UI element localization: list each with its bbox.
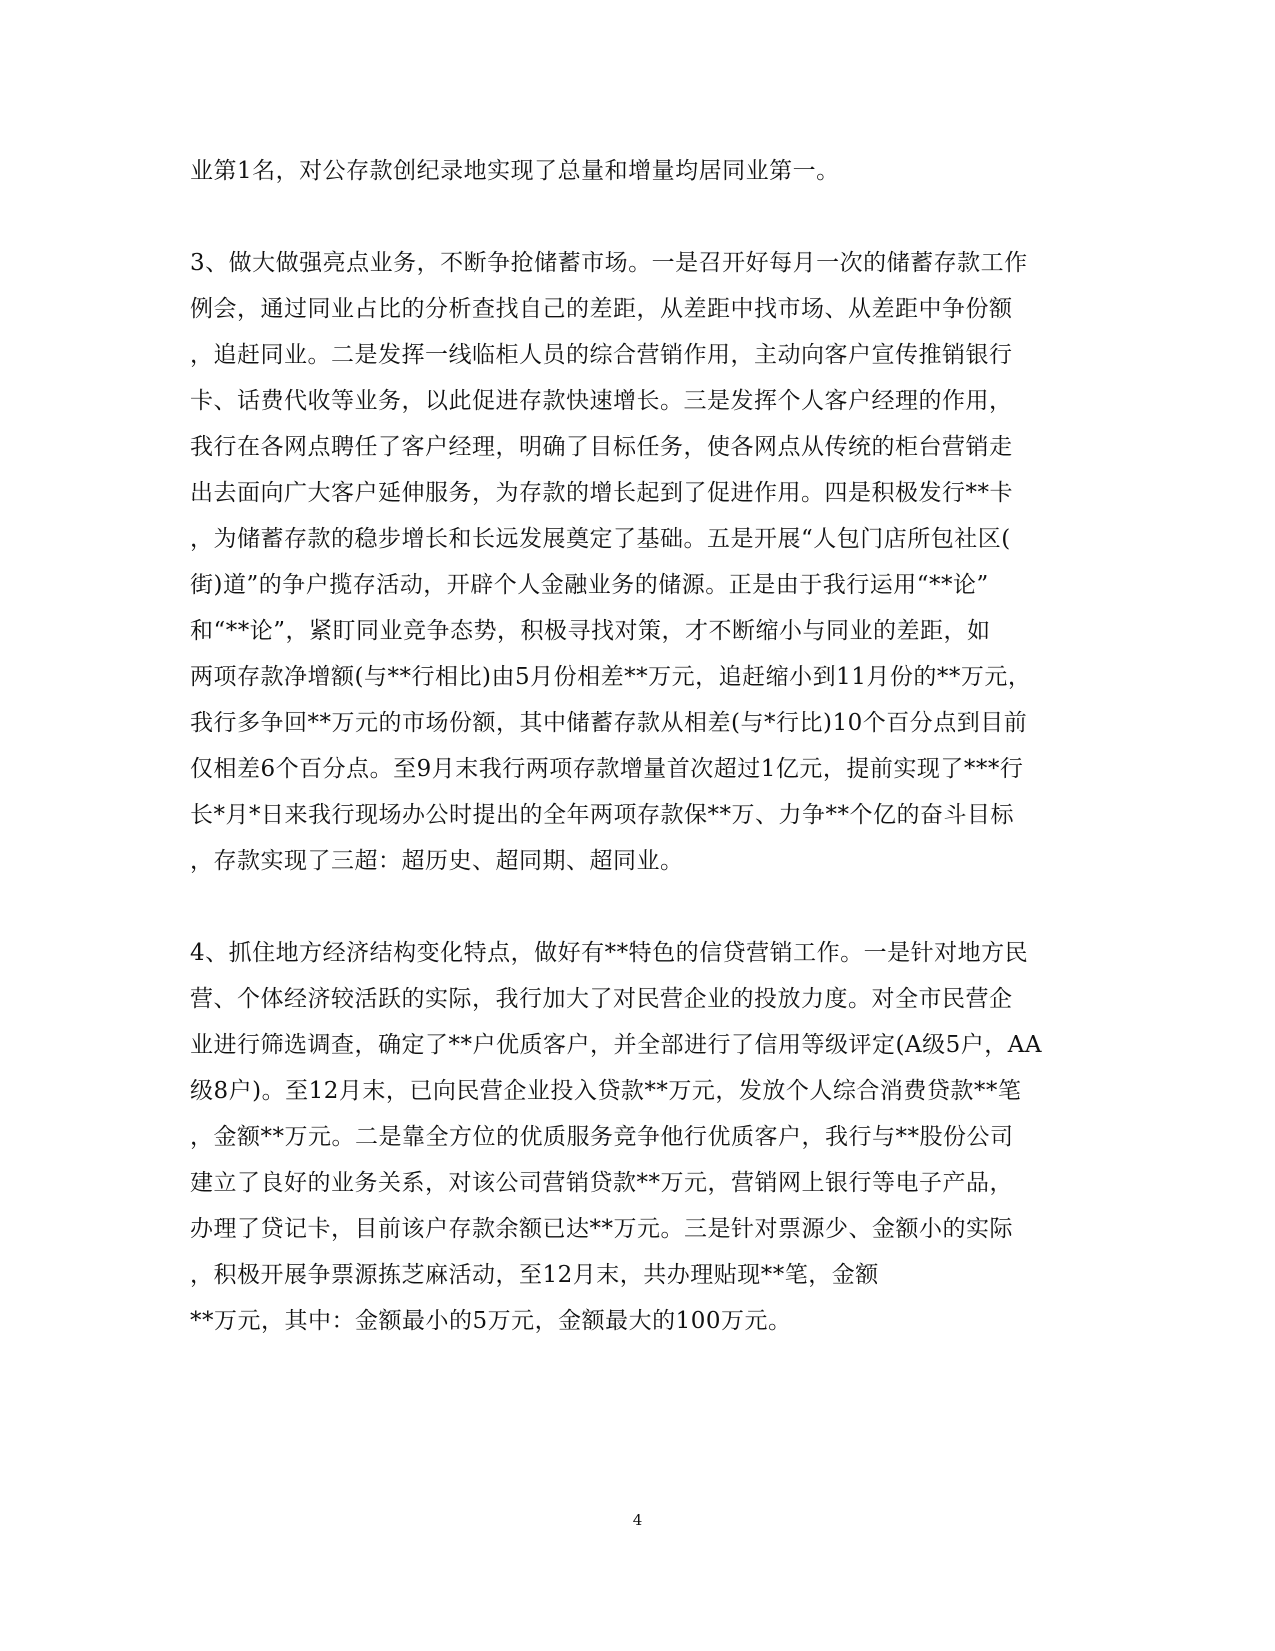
paragraph-2-line-10: 两项存款净增额(与**行相比)由5月份相差**万元，追赶缩小到11月份的**万元， [190, 664, 1032, 690]
paragraph-3-line-8: ，积极开展争票源拣芝麻活动，至12月末，共办理贴现**笔，金额 [190, 1262, 879, 1288]
paragraph-2-line-12: 仅相差6个百分点。至9月末我行两项存款增量首次超过1亿元，提前实现了***行 [190, 756, 1024, 782]
paragraph-2-line-1: 3、做大做强亮点业务，不断争抢储蓄市场。一是召开好每月一次的储蓄存款工作 [190, 250, 1028, 276]
paragraph-2-line-3: ，追赶同业。二是发挥一线临柜人员的综合营销作用，主动向客户宣传推销银行 [190, 342, 1013, 368]
paragraph-3-line-9: **万元，其中：金额最小的5万元，金额最大的100万元。 [190, 1308, 792, 1334]
paragraph-2-line-4: 卡、话费代收等业务，以此促进存款快速增长。三是发挥个人客户经理的作用， [190, 388, 1013, 414]
paragraph-2-line-9: 和“**论”，紧盯同业竞争态势，积极寻找对策，才不断缩小与同业的差距，如 [190, 618, 991, 644]
paragraph-3-line-2: 营、个体经济较活跃的实际，我行加大了对民营企业的投放力度。对全市民营企 [190, 986, 1013, 1012]
paragraph-3-line-6: 建立了良好的业务关系，对该公司营销贷款**万元，营销网上银行等电子产品， [190, 1170, 1013, 1196]
paragraph-3-line-7: 办理了贷记卡，目前该户存款余额已达**万元。三是针对票源少、金额小的实际 [190, 1216, 1013, 1242]
paragraph-2-line-2: 例会，通过同业占比的分析查找自己的差距，从差距中找市场、从差距中争份额 [190, 296, 1013, 322]
paragraph-2-line-14: ，存款实现了三超：超历史、超同期、超同业。 [190, 848, 684, 874]
paragraph-2-line-13: 长*月*日来我行现场办公时提出的全年两项存款保**万、力争**个亿的奋斗目标 [190, 802, 1014, 828]
paragraph-2-line-6: 出去面向广大客户延伸服务，为存款的增长起到了促进作用。四是积极发行**卡 [190, 480, 1013, 506]
paragraph-2-line-7: ，为储蓄存款的稳步增长和长远发展奠定了基础。五是开展“人包门店所包社区( [190, 526, 1011, 552]
paragraph-3-line-4: 级8户)。至12月末，已向民营企业投入贷款**万元，发放个人综合消费贷款**笔 [190, 1078, 1022, 1104]
page-number: 4 [632, 1511, 643, 1529]
paragraph-3-line-1: 4、抓住地方经济结构变化特点，做好有**特色的信贷营销工作。一是针对地方民 [190, 940, 1029, 966]
paragraph-3-line-3: 业进行筛选调查，确定了**户优质客户，并全部进行了信用等级评定(A级5户，AA [190, 1032, 1042, 1058]
paragraph-3-line-5: ，金额**万元。二是靠全方位的优质服务竞争他行优质客户，我行与**股份公司 [190, 1124, 1014, 1150]
paragraph-2-line-8: 街)道”的争户揽存活动，开辟个人金融业务的储源。正是由于我行运用“**论” [190, 572, 989, 598]
paragraph-2-line-11: 我行多争回**万元的市场份额，其中储蓄存款从相差(与*行比)10个百分点到目前 [190, 710, 1028, 736]
paragraph-1-line-1: 业第1名，对公存款创纪录地实现了总量和增量均居同业第一。 [190, 158, 840, 184]
paragraph-2-line-5: 我行在各网点聘任了客户经理，明确了目标任务，使各网点从传统的柜台营销走 [190, 434, 1013, 460]
